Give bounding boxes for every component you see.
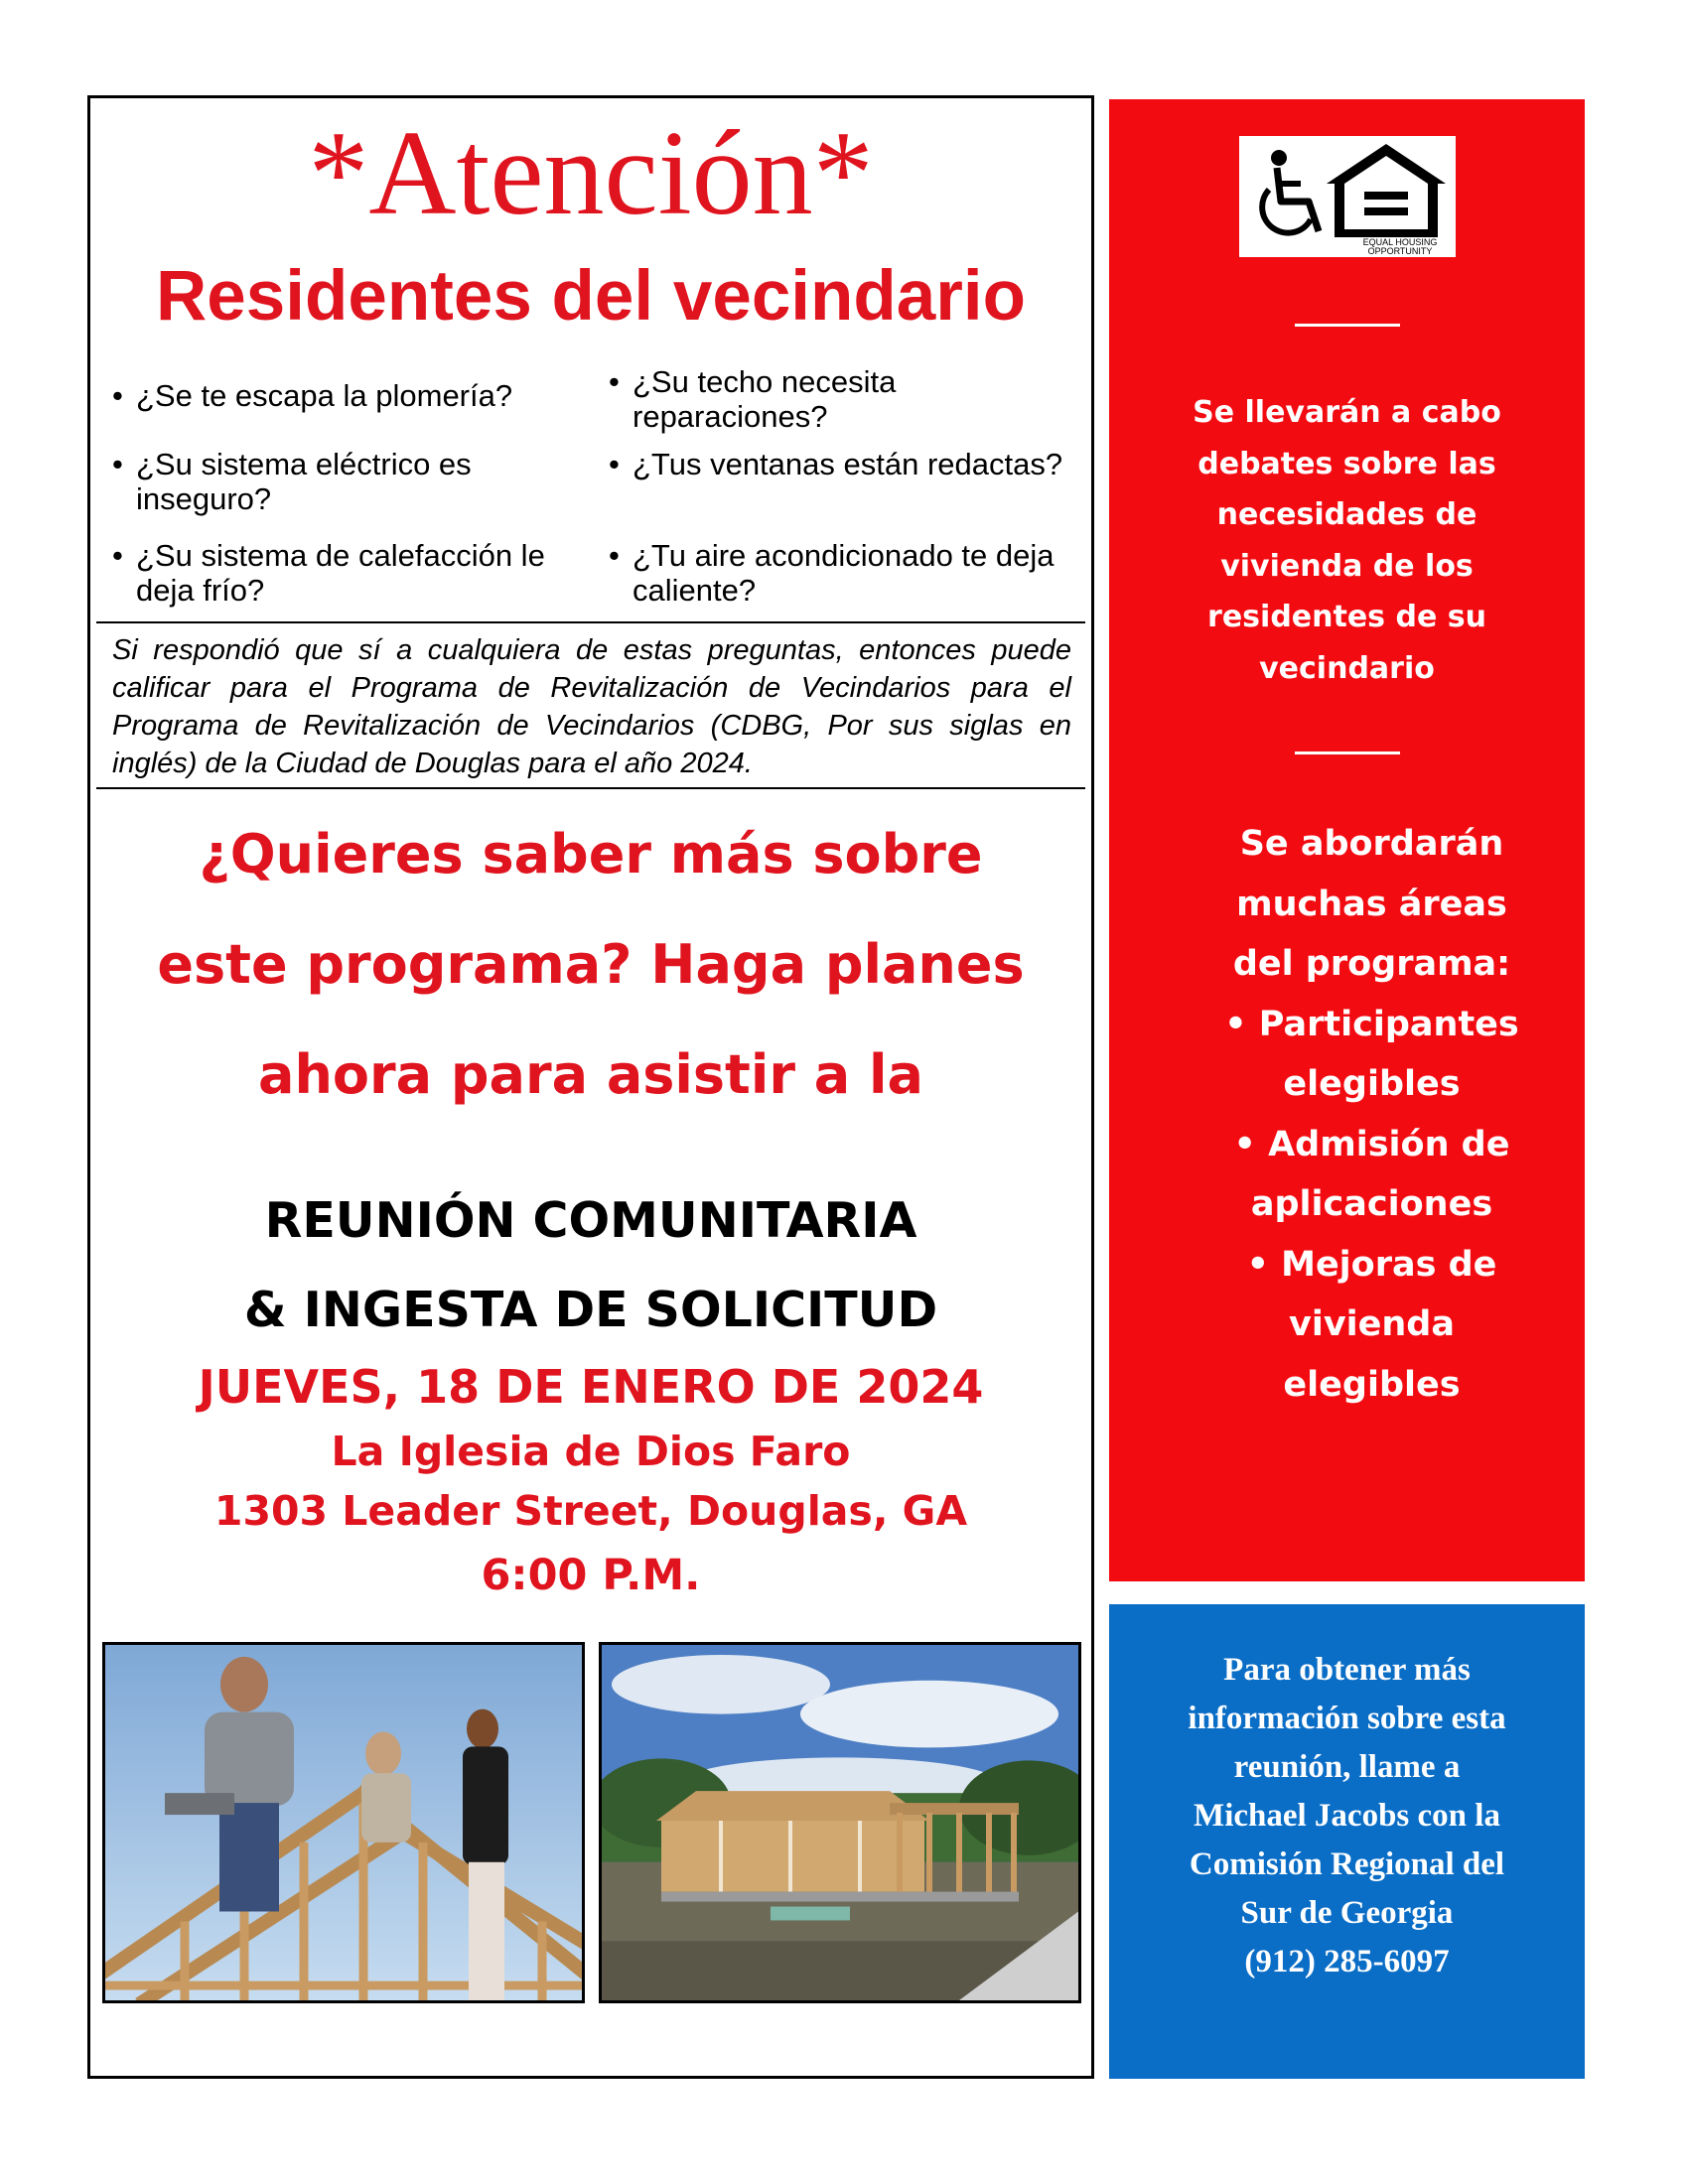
panel-line: residentes de su — [1207, 600, 1486, 634]
meeting-name-line2: & INGESTA DE SOLICITUD — [243, 1282, 938, 1338]
panel-line: debates sobre las — [1197, 446, 1496, 481]
divider-line — [96, 787, 1085, 789]
question-item: • ¿Su sistema de calefacción le deja frío? — [112, 538, 569, 608]
question-item: • ¿Tu aire acondicionado te deja caliente? — [609, 538, 1065, 608]
contact-line: Comisión Regional del — [1189, 1846, 1505, 1882]
accessibility-equal-housing-logo — [1239, 136, 1456, 257]
panel-line: vivienda — [1289, 1304, 1455, 1344]
question-item: • ¿Tus ventanas están redactas? — [609, 447, 1062, 481]
contact-line: información sobre esta — [1188, 1701, 1506, 1736]
panel-line: elegibles — [1283, 1064, 1461, 1104]
logo-text: OPPORTUNITY — [1367, 246, 1433, 256]
contact-info — [1109, 1646, 1585, 1986]
panel-line: vecindario — [1259, 650, 1435, 686]
panel-line: muchas áreas — [1236, 884, 1507, 924]
question-item: • ¿Se te escapa la plomería? — [112, 378, 512, 413]
contact-line: Para obtener más — [1223, 1652, 1471, 1688]
photo-roof-framing-workers — [102, 1642, 585, 2003]
call-to-action — [90, 799, 1091, 1130]
panel-line: vivienda de los — [1220, 548, 1474, 584]
info-panel-red — [1109, 99, 1585, 1581]
flyer-subtitle: Residentes del vecindario — [156, 257, 1026, 336]
panel-divider — [1295, 324, 1400, 327]
discussion-note — [1109, 387, 1585, 694]
program-areas-list — [1134, 814, 1610, 1415]
contact-line: Michael Jacobs con la — [1194, 1798, 1500, 1834]
divider-line — [96, 621, 1085, 623]
contact-line: Sur de Georgia — [1240, 1895, 1454, 1931]
panel-line: aplicaciones — [1250, 1184, 1493, 1224]
contact-panel-blue — [1109, 1604, 1585, 2079]
panel-line: Se llevarán a cabo — [1193, 395, 1501, 430]
panel-divider — [1295, 751, 1400, 754]
cta-line: ¿Quieres saber más sobre — [199, 823, 983, 886]
panel-line: elegibles — [1283, 1364, 1461, 1405]
meeting-time: 6:00 P.M. — [481, 1551, 701, 1600]
panel-line: • Participantes — [1224, 1004, 1519, 1044]
equal-housing-house-icon — [1327, 144, 1446, 237]
meeting-address: 1303 Leader Street, Douglas, GA — [213, 1487, 968, 1535]
question-item: • ¿Su techo necesita reparaciones? — [609, 364, 1065, 434]
cta-line: este programa? Haga planes — [157, 933, 1025, 996]
contact-line: reunión, llame a — [1233, 1749, 1461, 1785]
question-item: • ¿Su sistema eléctrico es inseguro? — [112, 447, 569, 516]
meeting-venue: La Iglesia de Dios Faro — [331, 1428, 851, 1475]
flyer-main-column — [87, 95, 1094, 2079]
panel-line: del programa: — [1232, 944, 1511, 984]
flyer-title: *Atención* — [308, 106, 874, 240]
panel-line: • Admisión de — [1233, 1124, 1510, 1164]
panel-line: Se abordarán — [1239, 824, 1504, 864]
meeting-name-line1: REUNIÓN COMUNITARIA — [264, 1192, 917, 1249]
phone-number: (912) 285-6097 — [1244, 1944, 1450, 1979]
meeting-date: JUEVES, 18 DE ENERO DE 2024 — [198, 1360, 984, 1414]
eligibility-paragraph: Si respondió que sí a cualquiera de estas preguntas, entonces puede calificar para el Programa de Revitalización de Vecindarios para el Programa de Revitalización de Vecindarios (CDBG, Por sus siglas en inglés) de la Ciudad de Douglas para el año 2024. — [112, 634, 1071, 779]
photo-house-construction — [599, 1642, 1081, 2003]
panel-line: • Mejoras de — [1246, 1244, 1497, 1285]
logo-text: EQUAL HOUSING — [1362, 237, 1438, 247]
panel-line: necesidades de — [1216, 497, 1477, 532]
wheelchair-accessibility-icon — [1262, 150, 1319, 233]
cta-line: ahora para asistir a la — [258, 1043, 923, 1106]
